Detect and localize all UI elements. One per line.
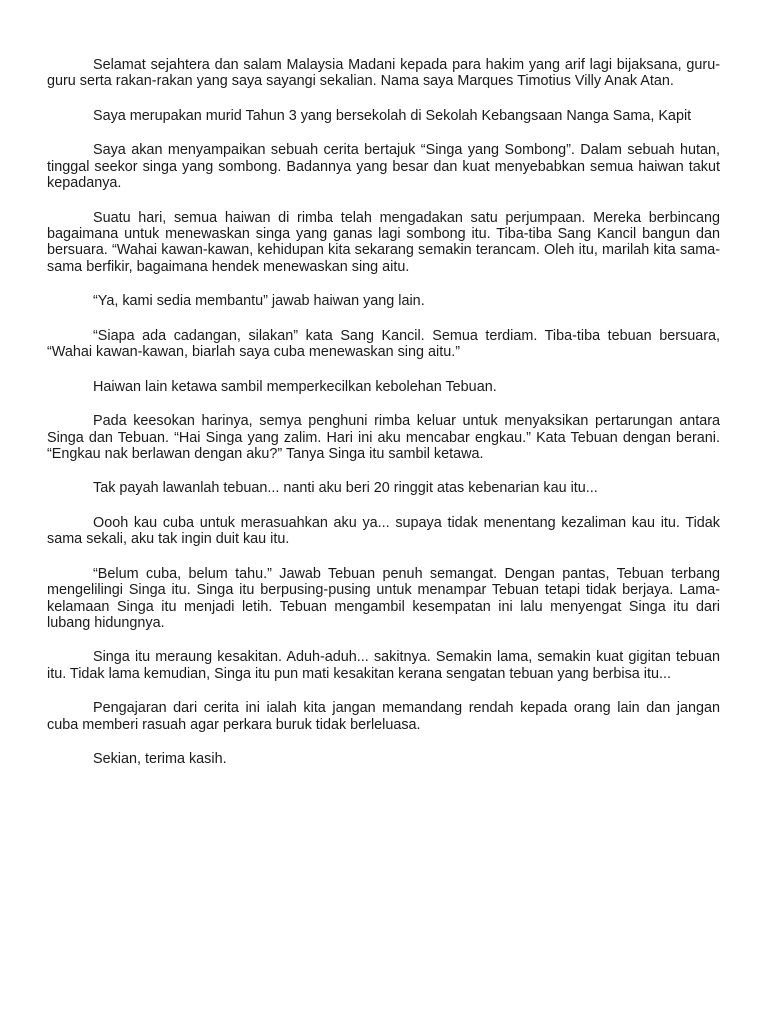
paragraph-introduction: Saya merupakan murid Tahun 3 yang bersekolah di Sekolah Kebangsaan Nanga Sama, Kapit [93, 107, 692, 124]
document-page [47, 57, 720, 767]
paragraph-battle: “Belum cuba, belum tahu.” Jawab Tebuan penuh semangat. Dengan pantas, Tebuan terbang mengelilingi Singa itu. Singa itu berpusing-pusing untuk menampar Tebuan tetapi tidak berjaya. Lama-kelamaan Singa itu menjadi letih. Tebuan mengambil kesempatan ini lalu menyengat Singa itu dari lubang hidungnya. [47, 565, 720, 631]
paragraph-moral: Pengajaran dari cerita ini ialah kita jangan memandang rendah kepada orang lain dan jangan cuba memberi rasuah agar perkara buruk tidak berleluasa. [47, 700, 720, 733]
paragraph-bribe-offer: Tak payah lawanlah tebuan... nanti aku beri 20 ringgit atas kebenarian kau itu... [93, 480, 598, 497]
paragraph-greeting: Selamat sejahtera dan salam Malaysia Madani kepada para hakim yang arif lagi bijaksana, guru-guru serta rakan-rakan yang saya sayangi sekalian. Nama saya Marques Timotius Villy Anak Atan. [47, 57, 720, 90]
paragraph-suggestion: “Siapa ada cadangan, silakan” kata Sang Kancil. Semua terdiam. Tiba-tiba tebuan bersuara, “Wahai kawan-kawan, biarlah saya cuba menewaskan sing aitu.” [47, 327, 720, 361]
paragraph-animals-reply: “Ya, kami sedia membantu” jawab haiwan yang lain. [93, 293, 425, 310]
paragraph-laughter: Haiwan lain ketawa sambil memperkecilkan kebolehan Tebuan. [93, 378, 497, 395]
paragraph-meeting: Suatu hari, semua haiwan di rimba telah mengadakan satu perjumpaan. Mereka berbincang bagaimana untuk menewaskan singa yang ganas lagi sombong itu. Tiba-tiba Sang Kancil bangun dan bersuara. “Wahai kawan-kawan, kehidupan kita sekarang semakin terancam. Oleh itu, marilah kita sama-sama berfikir, bagaimana hendek menewaskan sing aitu. [47, 209, 720, 275]
paragraph-bribe-refusal: Oooh kau cuba untuk merasuahkan aku ya... supaya tidak menentang kezaliman kau itu. Tidak sama sekali, aku tak ingin duit kau itu. [47, 515, 720, 548]
paragraph-challenge: Pada keesokan harinya, semya penghuni rimba keluar untuk menyaksikan pertarungan antara Singa dan Tebuan. “Hai Singa yang zalim. Hari ini aku mencabar engkau.” Kata Tebuan dengan berani. “Engkau nak berlawan dengan aku?” Tanya Singa itu sambil ketawa. [47, 413, 720, 462]
paragraph-closing: Sekian, terima kasih. [93, 751, 227, 768]
paragraph-story-title: Saya akan menyampaikan sebuah cerita bertajuk “Singa yang Sombong”. Dalam sebuah hutan, tinggal seekor singa yang sombong. Badannya yang besar dan kuat menyebabkan semua haiwan takut kepadanya. [47, 142, 720, 192]
paragraph-lion-death: Singa itu meraung kesakitan. Aduh-aduh... sakitnya. Semakin lama, semakin kuat gigitan tebuan itu. Tidak lama kemudian, Singa itu pun mati kesakitan kerana sengatan tebuan yang berbisa itu... [47, 649, 720, 682]
